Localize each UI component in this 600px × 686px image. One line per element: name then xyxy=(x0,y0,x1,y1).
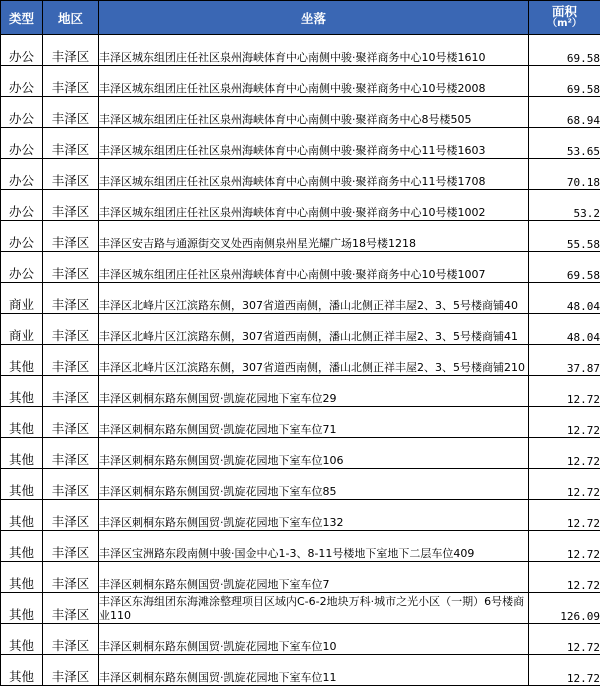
cell-area: 丰泽区 xyxy=(43,221,99,252)
header-address: 坐落 xyxy=(99,1,529,35)
cell-size: 12.72 xyxy=(529,438,600,469)
cell-area: 丰泽区 xyxy=(43,407,99,438)
cell-type: 其他 xyxy=(1,500,43,531)
cell-area: 丰泽区 xyxy=(43,159,99,190)
cell-area: 丰泽区 xyxy=(43,500,99,531)
cell-area: 丰泽区 xyxy=(43,190,99,221)
cell-type: 其他 xyxy=(1,531,43,562)
table-row xyxy=(1,655,600,686)
cell-area: 丰泽区 xyxy=(43,438,99,469)
cell-address: 丰泽区城东组团庄任社区泉州海峡体育中心南侧中骏·聚祥商务中心11号楼1708 xyxy=(99,159,529,190)
cell-size: 55.58 xyxy=(529,221,600,252)
cell-type: 其他 xyxy=(1,469,43,500)
table-body xyxy=(1,35,600,686)
cell-type: 其他 xyxy=(1,376,43,407)
header-size-label: 面积 xyxy=(551,3,577,19)
cell-address: 丰泽区刺桐东路东侧国贸·凯旋花园地下室车位71 xyxy=(99,407,529,438)
cell-size: 70.18 xyxy=(529,159,600,190)
cell-size: 53.65 xyxy=(529,128,600,159)
cell-type: 办公 xyxy=(1,128,43,159)
cell-address: 丰泽区城东组团庄任社区泉州海峡体育中心南侧中骏·聚祥商务中心10号楼1002 xyxy=(99,190,529,221)
cell-size: 48.04 xyxy=(529,314,600,345)
cell-size: 68.94 xyxy=(529,97,600,128)
cell-area: 丰泽区 xyxy=(43,469,99,500)
cell-type: 办公 xyxy=(1,159,43,190)
table-row xyxy=(1,531,600,562)
table-row xyxy=(1,190,600,221)
cell-type: 办公 xyxy=(1,252,43,283)
cell-area: 丰泽区 xyxy=(43,97,99,128)
cell-type: 商业 xyxy=(1,283,43,314)
cell-size: 12.72 xyxy=(529,469,600,500)
cell-address: 丰泽区东海组团东海滩涂整理项目区域内C-6-2地块万科·城市之光小区（一期）6号楼商业110 xyxy=(99,593,529,624)
table-row xyxy=(1,593,600,624)
cell-type: 其他 xyxy=(1,345,43,376)
cell-address: 丰泽区北峰片区江滨路东侧，307省道西南侧，潘山北侧正祥丰屋2、3、5号楼商铺210 xyxy=(99,345,529,376)
cell-area: 丰泽区 xyxy=(43,252,99,283)
table-row xyxy=(1,97,600,128)
table-row xyxy=(1,314,600,345)
cell-address: 丰泽区北峰片区江滨路东侧，307省道西南侧，潘山北侧正祥丰屋2、3、5号楼商铺41 xyxy=(99,314,529,345)
cell-size: 12.72 xyxy=(529,624,600,655)
cell-area: 丰泽区 xyxy=(43,128,99,159)
cell-size: 126.09 xyxy=(529,593,600,624)
cell-size: 12.72 xyxy=(529,500,600,531)
header-size-unit: （m²） xyxy=(547,17,582,29)
cell-area: 丰泽区 xyxy=(43,376,99,407)
cell-type: 其他 xyxy=(1,562,43,593)
cell-address: 丰泽区刺桐东路东侧国贸·凯旋花园地下室车位106 xyxy=(99,438,529,469)
cell-area: 丰泽区 xyxy=(43,314,99,345)
cell-size: 53.2 xyxy=(529,190,600,221)
cell-address: 丰泽区城东组团庄任社区泉州海峡体育中心南侧中骏·聚祥商务中心10号楼1610 xyxy=(99,35,529,66)
cell-area: 丰泽区 xyxy=(43,345,99,376)
table-row xyxy=(1,252,600,283)
cell-type: 办公 xyxy=(1,97,43,128)
cell-address: 丰泽区城东组团庄任社区泉州海峡体育中心南侧中骏·聚祥商务中心8号楼505 xyxy=(99,97,529,128)
cell-type: 商业 xyxy=(1,314,43,345)
table-row xyxy=(1,624,600,655)
cell-address: 丰泽区刺桐东路东侧国贸·凯旋花园地下室车位85 xyxy=(99,469,529,500)
table-row xyxy=(1,438,600,469)
header-row xyxy=(1,1,600,35)
cell-address: 丰泽区宝洲路东段南侧中骏·国金中心1-3、8-11号楼地下室地下二层车位409 xyxy=(99,531,529,562)
cell-type: 其他 xyxy=(1,655,43,686)
cell-address: 丰泽区刺桐东路东侧国贸·凯旋花园地下室车位11 xyxy=(99,655,529,686)
table-row xyxy=(1,66,600,97)
cell-area: 丰泽区 xyxy=(43,593,99,624)
cell-area: 丰泽区 xyxy=(43,655,99,686)
cell-type: 其他 xyxy=(1,624,43,655)
cell-area: 丰泽区 xyxy=(43,283,99,314)
header-area: 地区 xyxy=(43,1,99,35)
cell-size: 12.72 xyxy=(529,655,600,686)
cell-address: 丰泽区城东组团庄任社区泉州海峡体育中心南侧中骏·聚祥商务中心10号楼1007 xyxy=(99,252,529,283)
cell-size: 12.72 xyxy=(529,531,600,562)
table-row xyxy=(1,128,600,159)
cell-type: 其他 xyxy=(1,438,43,469)
table-row xyxy=(1,221,600,252)
table-row xyxy=(1,35,600,66)
table-row xyxy=(1,562,600,593)
cell-address: 丰泽区刺桐东路东侧国贸·凯旋花园地下室车位132 xyxy=(99,500,529,531)
table-row xyxy=(1,407,600,438)
table-row xyxy=(1,469,600,500)
table-row xyxy=(1,345,600,376)
cell-size: 12.72 xyxy=(529,376,600,407)
cell-area: 丰泽区 xyxy=(43,531,99,562)
cell-address: 丰泽区刺桐东路东侧国贸·凯旋花园地下室车位29 xyxy=(99,376,529,407)
cell-area: 丰泽区 xyxy=(43,35,99,66)
cell-type: 其他 xyxy=(1,593,43,624)
cell-area: 丰泽区 xyxy=(43,66,99,97)
cell-address: 丰泽区城东组团庄任社区泉州海峡体育中心南侧中骏·聚祥商务中心11号楼1603 xyxy=(99,128,529,159)
table-row xyxy=(1,159,600,190)
cell-type: 办公 xyxy=(1,35,43,66)
cell-type: 办公 xyxy=(1,190,43,221)
cell-address: 丰泽区刺桐东路东侧国贸·凯旋花园地下室车位10 xyxy=(99,624,529,655)
cell-area: 丰泽区 xyxy=(43,624,99,655)
header-size xyxy=(529,1,600,35)
table-row xyxy=(1,376,600,407)
cell-address: 丰泽区刺桐东路东侧国贸·凯旋花园地下室车位7 xyxy=(99,562,529,593)
cell-type: 办公 xyxy=(1,221,43,252)
cell-address: 丰泽区北峰片区江滨路东侧，307省道西南侧，潘山北侧正祥丰屋2、3、5号楼商铺40 xyxy=(99,283,529,314)
cell-size: 12.72 xyxy=(529,407,600,438)
table-row xyxy=(1,500,600,531)
table-row xyxy=(1,283,600,314)
header-type: 类型 xyxy=(1,1,43,35)
cell-type: 其他 xyxy=(1,407,43,438)
cell-address: 丰泽区城东组团庄任社区泉州海峡体育中心南侧中骏·聚祥商务中心10号楼2008 xyxy=(99,66,529,97)
cell-size: 69.58 xyxy=(529,35,600,66)
cell-size: 12.72 xyxy=(529,562,600,593)
cell-size: 37.87 xyxy=(529,345,600,376)
cell-size: 48.04 xyxy=(529,283,600,314)
cell-area: 丰泽区 xyxy=(43,562,99,593)
cell-size: 69.58 xyxy=(529,252,600,283)
cell-address: 丰泽区安吉路与通源街交叉处西南侧泉州星光耀广场18号楼1218 xyxy=(99,221,529,252)
cell-type: 办公 xyxy=(1,66,43,97)
cell-size: 69.58 xyxy=(529,66,600,97)
